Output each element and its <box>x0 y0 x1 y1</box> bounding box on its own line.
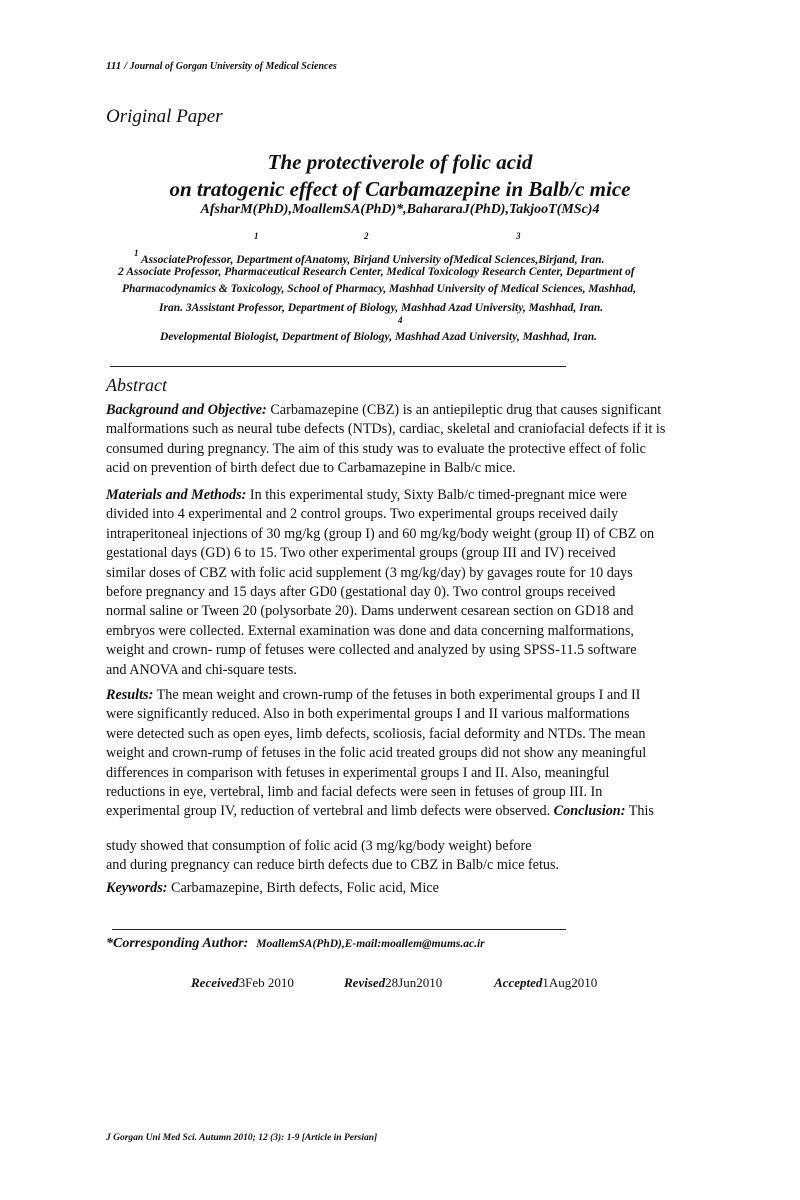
section-type: Original Paper <box>106 106 223 127</box>
keywords-paragraph <box>106 879 706 898</box>
methods-line: normal saline or Tween 20 (polysorbate 20). Dams underwent cesarean section on GD18 and <box>106 603 634 620</box>
top-divider <box>110 366 566 368</box>
affiliation-line-3: Pharmacodynamics & Toxicology, School of Pharmacy, Mashhad University of Medical Sciences, Mashhad, <box>122 283 636 295</box>
background-line: malformations such as neural tube defects (NTDs), cardiac, skeletal and craniofacial defects if it is <box>106 421 666 438</box>
affiliation-marker-4: 1 <box>134 248 139 258</box>
results-line: differences in comparison with fetuses in experimental groups I and II. Also, meaningful <box>106 764 610 781</box>
methods-line: embryos were collected. External examination was done and data concerning malformations, <box>106 622 634 639</box>
corresponding-author-label: *Corresponding Author: <box>106 936 249 951</box>
conclusion-line: study showed that consumption of folic acid (3 mg/kg/body weight) before <box>106 838 532 854</box>
corresponding-author <box>106 936 485 952</box>
journal-name: Journal of Gorgan University of Medical Sciences <box>129 61 337 72</box>
methods-line: similar doses of CBZ with folic acid supplement (3 mg/kg/day) by gavages route for 10 days <box>106 564 633 581</box>
keywords-label: Keywords: <box>106 880 168 896</box>
citation-footer: J Gorgan Uni Med Sci. Autumn 2010; 12 (3): 1-9 [Article in Persian] <box>106 1133 378 1143</box>
results-line: were detected such as open eyes, limb defects, scoliosis, facial deformity and NTDs. The mean <box>106 725 646 742</box>
running-head <box>106 60 337 72</box>
author-list: AfsharM(PhD),MoallemSA(PhD)*,BahararaJ(PhD),TakjooT(MSc)4 <box>200 202 600 217</box>
affiliation-marker-5: 4 <box>398 315 403 325</box>
received-date: Received3Feb 2010 <box>191 975 294 990</box>
methods-line: intraperitoneal injections of 30 mg/kg (group I) and 60 mg/kg/body weight (group II) of CBZ on <box>106 525 655 542</box>
results-label: Results: <box>106 687 154 703</box>
abstract-heading: Abstract <box>106 375 167 395</box>
abstract-methods-paragraph <box>106 486 706 680</box>
abstract-conclusion-paragraph <box>106 837 706 876</box>
background-line: acid on prevention of birth defect due to Carbamazepine in Balb/c mice. <box>106 460 516 477</box>
background-line: Background and Objective: Carbamazepine (CBZ) is an antiepileptic drug that causes significant <box>106 402 662 418</box>
methods-line: divided into 4 experimental and 2 control groups. Two experimental groups received daily <box>106 506 619 523</box>
affiliation-line-5: Developmental Biologist, Department of Biology, Mashhad Azad University, Mashhad, Iran. <box>160 331 598 343</box>
affiliation-marker-1: 1 <box>254 231 259 241</box>
affiliation-marker-2: 2 <box>364 231 369 241</box>
abstract-background-paragraph <box>106 401 706 479</box>
affiliation-marker-3: 3 <box>516 231 521 241</box>
conclusion-label: Conclusion: <box>553 803 626 820</box>
background-line: consumed during pregnancy. The aim of this study was to evaluate the protective effect of folic <box>106 440 646 457</box>
methods-line: weight and crown- rump of fetuses were collected and analyzed by using SPSS-11.5 software <box>106 642 637 659</box>
methods-line: gestational days (GD) 6 to 15. Two other experimental groups (group III and IV) received <box>106 545 616 562</box>
methods-label: Materials and Methods: <box>106 487 247 503</box>
results-line: Results: The mean weight and crown-rump of the fetuses in both experimental groups I and II <box>106 687 641 703</box>
revised-date: Revised28Jun2010 <box>344 975 443 990</box>
results-line: weight and crown-rump of fetuses in the folic acid treated groups did not show any meaningful <box>106 745 647 762</box>
page-number: 111 / <box>106 60 128 72</box>
affiliation-line-2: 2 Associate Professor, Pharmaceutical Research Center, Medical Toxicology Research Center, Department of <box>118 266 635 278</box>
keywords-text: Carbamazepine, Birth defects, Folic acid, Mice <box>167 880 439 896</box>
accepted-date: Accepted1Aug2010 <box>494 975 598 990</box>
title-line-2: on tratogenic effect of Carbamazepine in Balb/c mice <box>169 177 631 201</box>
results-line: reductions in eye, vertebral, limb and facial defects were seen in fetuses of group III. In <box>106 784 603 801</box>
results-line: were significantly reduced. Also in both experimental groups I and II various malformations <box>106 706 630 723</box>
methods-line: and ANOVA and chi-square tests. <box>106 661 297 678</box>
affiliation-line-4: Iran. 3Assistant Professor, Department of Biology, Mashhad Azad University, Mashhad, Iran. <box>159 302 604 314</box>
background-label: Background and Objective: <box>106 402 267 418</box>
results-line: experimental group IV, reduction of vertebral and limb defects were observed. Conclusion: This <box>106 803 654 820</box>
affiliation-line-1: AssociateProfessor, Department ofAnatomy, Birjand University ofMedical Sciences,Birjand, Iran. <box>141 254 605 266</box>
methods-line: before pregnancy and 15 days after GD0 (gestational day 0). Two control groups received <box>106 584 616 601</box>
title-line-1: The protectiverole of folic acid <box>267 150 533 174</box>
bottom-divider <box>112 929 566 931</box>
corresponding-author-value: MoallemSA(PhD),E-mail:moallem@mums.ac.ir <box>256 938 485 950</box>
methods-line: Materials and Methods: In this experimental study, Sixty Balb/c timed-pregnant mice were <box>106 487 627 503</box>
abstract-results-paragraph <box>106 686 706 822</box>
conclusion-line: and during pregnancy can reduce birth defects due to CBZ in Balb/c mice fetus. <box>106 857 560 874</box>
